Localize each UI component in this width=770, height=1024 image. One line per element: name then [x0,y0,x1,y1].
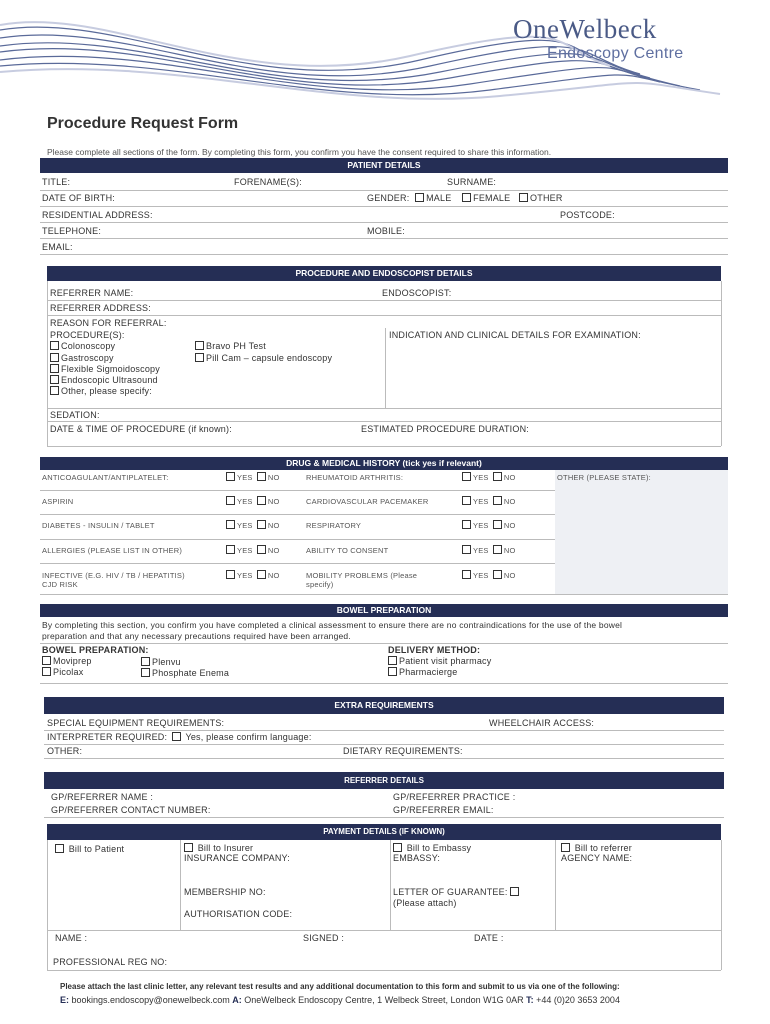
pharmacierge-option[interactable]: Pharmacierge [388,667,457,677]
bill-referrer-option[interactable]: Bill to referrer [561,843,632,853]
gender-male-checkbox[interactable] [415,193,424,202]
respiratory-yesno[interactable]: YES NO [462,520,516,530]
allergies-yesno[interactable]: YES NO [226,545,280,555]
allergies-label: ALLERGIES (PLEASE LIST IN OTHER) [42,546,183,555]
infective-yesno[interactable]: YES NO [226,570,280,580]
diabetes-no-checkbox[interactable] [257,520,266,529]
allergies-no-checkbox[interactable] [257,545,266,554]
bill-patient-option[interactable]: Bill to Patient [55,844,124,854]
pillcam-checkbox[interactable] [195,353,204,362]
sigmoidoscopy-option[interactable]: Flexible Sigmoidoscopy [50,364,160,374]
pacemaker-yesno[interactable]: YES NO [462,496,516,506]
bill-embassy-option[interactable]: Bill to Embassy [393,843,471,853]
bill-embassy-checkbox[interactable] [393,843,402,852]
referrer-address-field[interactable]: REFERRER ADDRESS: [50,303,151,313]
indication-field[interactable]: INDICATION AND CLINICAL DETAILS FOR EXAMINATION: [389,330,641,340]
consent-yes-checkbox[interactable] [462,545,471,554]
forename-field[interactable]: FORENAME(S): [234,177,302,187]
anticoag-label: ANTICOAGULANT/ANTIPLATELET: [42,473,169,482]
procedure-datetime-field[interactable]: DATE & TIME OF PROCEDURE (if known): [50,424,232,434]
surname-field[interactable]: SURNAME: [447,177,497,187]
rheumatoid-no-checkbox[interactable] [493,472,502,481]
pharmacy-option[interactable]: Patient visit pharmacy [388,656,491,666]
pacemaker-label: CARDIOVASCULAR PACEMAKER [306,497,429,506]
consent-label: ABILITY TO CONSENT [306,546,389,555]
procedures-label: PROCEDURE(S): [50,330,125,340]
payment-details-header: PAYMENT DETAILS (IF KNOWN) [47,824,721,840]
other-requirements-field[interactable]: OTHER: [47,746,83,756]
rheumatoid-yesno[interactable]: YES NO [462,472,516,482]
sigmoidoscopy-checkbox[interactable] [50,364,59,373]
colonoscopy-option[interactable]: Colonoscopy [50,341,115,351]
plenvu-option[interactable]: Plenvu [141,657,181,667]
gastroscopy-option[interactable]: Gastroscopy [50,353,114,363]
signed-field[interactable]: SIGNED : [303,933,345,943]
title-field[interactable]: TITLE: [42,177,71,187]
bill-insurer-checkbox[interactable] [184,843,193,852]
bill-patient-checkbox[interactable] [55,844,64,853]
gastroscopy-checkbox[interactable] [50,353,59,362]
sedation-field[interactable]: SEDATION: [50,410,100,420]
bravo-checkbox[interactable] [195,341,204,350]
embassy-field[interactable]: EMBASSY: [393,853,441,863]
bill-insurer-option[interactable]: Bill to Insurer [184,843,253,853]
gp-contact-field[interactable]: GP/REFERRER CONTACT NUMBER: [51,805,211,815]
respiratory-no-checkbox[interactable] [493,520,502,529]
footer-phone[interactable]: +44 (0)20 3653 2004 [536,995,620,1005]
aspirin-no-checkbox[interactable] [257,496,266,505]
footer-email-link[interactable]: bookings.endoscopy@onewelbeck.com [71,995,230,1005]
picolax-option[interactable]: Picolax [42,667,83,677]
referrer-name-field[interactable]: REFERRER NAME: [50,288,134,298]
bowel-note-1: By completing this section, you confirm you have completed a clinical assessment to ensure there are no contraindications for the use of the bowel [42,620,623,630]
anticoag-no-checkbox[interactable] [257,472,266,481]
respiratory-yes-checkbox[interactable] [462,520,471,529]
rheumatoid-yes-checkbox[interactable] [462,472,471,481]
respiratory-label: RESPIRATORY [306,521,362,530]
drug-history-header: DRUG & MEDICAL HISTORY (tick yes if relevant) [40,457,728,470]
diabetes-label: DIABETES - INSULIN / TABLET [42,521,155,530]
interpreter-field[interactable]: INTERPRETER REQUIRED: Yes, please confirm language: [47,732,312,742]
postcode-field[interactable]: POSTCODE: [560,210,615,220]
pacemaker-no-checkbox[interactable] [493,496,502,505]
anticoag-yes-checkbox[interactable] [226,472,235,481]
agency-name-field[interactable]: AGENCY NAME: [561,853,633,863]
diabetes-yes-checkbox[interactable] [226,520,235,529]
picolax-checkbox[interactable] [42,667,51,676]
rheumatoid-label: RHEUMATOID ARTHRITIS: [306,473,404,482]
name-field[interactable]: NAME : [55,933,88,943]
plenvu-checkbox[interactable] [141,657,150,666]
gp-email-field[interactable]: GP/REFERRER EMAIL: [393,805,494,815]
reason-field[interactable]: REASON FOR REFERRAL: [50,318,167,328]
colonoscopy-checkbox[interactable] [50,341,59,350]
consent-yesno[interactable]: YES NO [462,545,516,555]
gender-female-checkbox[interactable] [462,193,471,202]
infective-no-checkbox[interactable] [257,570,266,579]
bowel-prep-label: BOWEL PREPARATION: [42,645,149,655]
delivery-method-label: DELIVERY METHOD: [388,645,481,655]
telephone-field[interactable]: TELEPHONE: [42,226,102,236]
footer-note: Please attach the last clinic letter, any relevant test results and any additional documentation to this form and submit to us via one of the following: [60,982,620,991]
bowel-prep-header: BOWEL PREPARATION [40,604,728,617]
form-intro: Please complete all sections of the form. By completing this form, you confirm you have the consent required to share this information. [47,147,552,157]
other-state-area[interactable] [555,470,728,594]
bowel-note-2: preparation and that any necessary precautions required have been arranged. [42,631,351,641]
address-field[interactable]: RESIDENTIAL ADDRESS: [42,210,153,220]
mobility-yesno[interactable]: YES NO [462,570,516,580]
pillcam-option[interactable]: Pill Cam – capsule endoscopy [195,353,332,363]
infective-yes-checkbox[interactable] [226,570,235,579]
procedure-details-header: PROCEDURE AND ENDOSCOPIST DETAILS [47,266,721,281]
guarantee-checkbox[interactable] [510,887,519,896]
footer-address: OneWelbeck Endoscopy Centre, 1 Welbeck Street, London W1G 0AR [244,995,524,1005]
mobility-yes-checkbox[interactable] [462,570,471,579]
aspirin-label: ASPIRIN [42,497,74,506]
procedure-duration-field[interactable]: ESTIMATED PROCEDURE DURATION: [361,424,529,434]
gender-label: GENDER: MALE FEMALE OTHER [367,193,563,203]
cjd-label: CJD RISK [42,580,78,589]
pharmacy-checkbox[interactable] [388,656,397,665]
wheelchair-field[interactable]: WHEELCHAIR ACCESS: [489,718,595,728]
endoscopist-field[interactable]: ENDOSCOPIST: [382,288,452,298]
authorisation-field[interactable]: AUTHORISATION CODE: [184,909,293,919]
aspirin-yesno[interactable]: YES NO [226,496,280,506]
bill-referrer-checkbox[interactable] [561,843,570,852]
gender-other-checkbox[interactable] [519,193,528,202]
other-procedure-checkbox[interactable] [50,386,59,395]
moviprep-checkbox[interactable] [42,656,51,665]
moviprep-option[interactable]: Moviprep [42,656,92,666]
bravo-option[interactable]: Bravo PH Test [195,341,266,351]
phosphate-enema-option[interactable]: Phosphate Enema [141,668,229,678]
guarantee-attach-note: (Please attach) [393,898,457,908]
gp-name-field[interactable]: GP/REFERRER NAME : [51,792,154,802]
gp-practice-field[interactable]: GP/REFERRER PRACTICE : [393,792,516,802]
page-title: Procedure Request Form [47,115,239,132]
other-state-label: OTHER (PLEASE STATE): [557,473,651,482]
mobility-no-checkbox[interactable] [493,570,502,579]
interpreter-checkbox[interactable] [172,732,181,741]
special-equipment-field[interactable]: SPECIAL EQUIPMENT REQUIREMENTS: [47,718,225,728]
dob-field[interactable]: DATE OF BIRTH: [42,193,115,203]
brand-logo: OneWelbeck [513,14,657,44]
pacemaker-yes-checkbox[interactable] [462,496,471,505]
membership-field[interactable]: MEMBERSHIP NO: [184,887,266,897]
allergies-yes-checkbox[interactable] [226,545,235,554]
date-field[interactable]: DATE : [474,933,504,943]
eus-option[interactable]: Endoscopic Ultrasound [50,375,158,385]
email-field[interactable]: EMAIL: [42,242,73,252]
mobility-label-cont: specify) [306,580,334,589]
phosphate-enema-checkbox[interactable] [141,668,150,677]
insurance-company-field[interactable]: INSURANCE COMPANY: [184,853,290,863]
pharmacierge-checkbox[interactable] [388,667,397,676]
aspirin-yes-checkbox[interactable] [226,496,235,505]
guarantee-field[interactable]: LETTER OF GUARANTEE: [393,887,521,897]
other-procedure-option[interactable]: Other, please specify: [50,386,152,396]
referrer-details-header: REFERRER DETAILS [44,772,724,789]
extra-requirements-header: EXTRA REQUIREMENTS [44,697,724,714]
infective-label: INFECTIVE (E.G. HIV / TB / HEPATITIS) [42,571,185,580]
professional-reg-field[interactable]: PROFESSIONAL REG NO: [53,957,168,967]
mobility-label: MOBILITY PROBLEMS (Please [306,571,418,580]
mobile-field[interactable]: MOBILE: [367,226,405,236]
dietary-field[interactable]: DIETARY REQUIREMENTS: [343,746,463,756]
patient-details-header: PATIENT DETAILS [40,158,728,173]
diabetes-yesno[interactable]: YES NO [226,520,280,530]
footer-contact: E: bookings.endoscopy@onewelbeck.com A: OneWelbeck Endoscopy Centre, 1 Welbeck Street, London W1G 0AR T: +44 (0)20 3653 2004 [60,995,620,1005]
anticoag-yesno[interactable]: YES NO [226,472,280,482]
consent-no-checkbox[interactable] [493,545,502,554]
brand-subtitle: Endoscopy Centre [547,45,684,62]
eus-checkbox[interactable] [50,375,59,384]
